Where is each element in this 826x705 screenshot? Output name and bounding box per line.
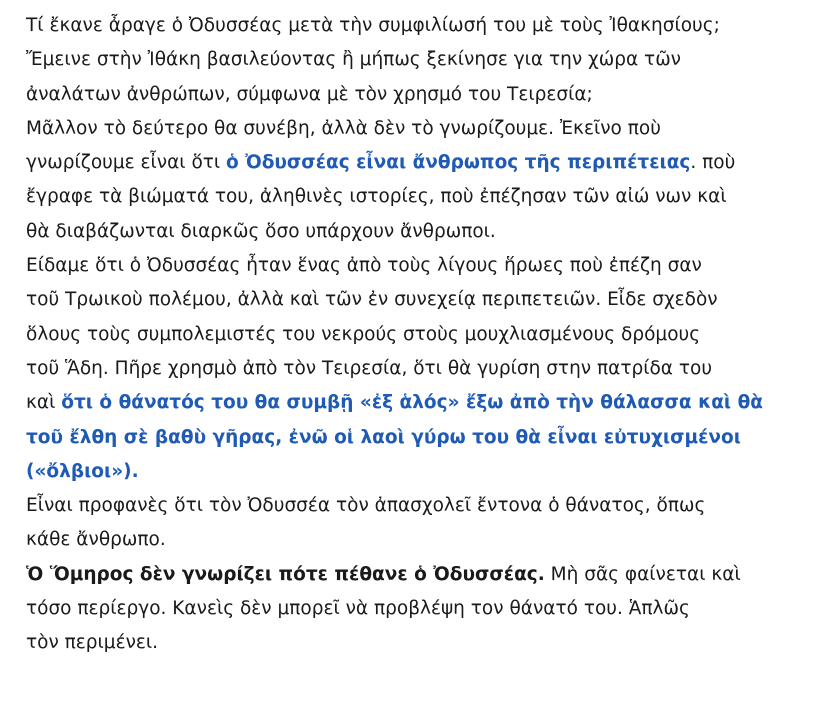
text-line <box>26 592 816 626</box>
text-line <box>26 78 816 112</box>
text-line <box>26 215 816 249</box>
text-line <box>26 43 816 77</box>
text-segment: γνωρίζουμε εἶναι ὅτι <box>26 152 227 174</box>
text-line <box>26 283 816 317</box>
text-segment: ἀναλάτων ἀνθρώπων, σύμφωνα μὲ τὸν χρησμό του Τειρεσία; <box>26 83 593 105</box>
text-segment: τοῦ Ἅδη. Πῆρε χρησμὸ ἀπὸ τὸν Τειρεσία, ὅτι θὰ γυρίση στην πατρίδα του <box>26 357 713 379</box>
text-line <box>26 421 816 455</box>
text-line <box>26 489 816 523</box>
highlighted-text: («ὄλβιοι»). <box>26 460 139 482</box>
text-line <box>26 180 816 214</box>
text-segment: . ποὺ <box>690 152 736 174</box>
text-segment: Εἶναι προφανὲς ὅτι τὸν Ὀδυσσέα τὸν ἀπασχολεῖ ἔντονα ὁ θάνατος, ὅπως <box>26 495 706 517</box>
text-segment: ἔγραφε τὰ βιώματά του, ἀληθινὲς ιστορίες, ποὺ ἐπέζησαν τῶν αἰώ νων καὶ <box>26 186 727 208</box>
text-line <box>26 112 816 146</box>
highlighted-text: ὁ Ὀδυσσέας εἶναι ἄνθρωπος τῆς περιπέτειας <box>226 152 691 174</box>
highlighted-text: ὅτι ὁ θάνατός του θα συμβῇ «ἐξ ἁλός» ἔξω ἀπὸ τὴν θάλασσα καὶ θὰ <box>61 392 763 414</box>
bold-text: Ὁ Ὅμηρος δὲν γνωρίζει πότε πέθανε ὁ Ὀδυσσέας. <box>26 563 545 585</box>
text-segment: τὸν περιμένει. <box>26 632 159 654</box>
text-line <box>26 352 816 386</box>
text-segment: Τί ἔκανε ἆραγε ὁ Ὀδυσσέας μετὰ τὴν συμφιλίωσή του μὲ τοὺς Ἰθακησίους; <box>26 15 720 36</box>
text-line <box>26 626 816 660</box>
text-segment: Είδαμε ὅτι ὁ Ὀδυσσέας ἦταν ἕνας ἀπὸ τοὺς λίγους ἥρωες ποὺ ἐπέζη σαν <box>26 255 702 277</box>
highlighted-text: τοῦ ἔλθη σὲ βαθὺ γῆρας, ἐνῶ οἱ λαοὶ γύρω του θὰ εἶναι εὐτυχισμένοι <box>26 426 741 448</box>
text-line <box>26 249 816 283</box>
text-segment: τόσο περίεργο. Κανεὶς δὲν μπορεῖ νὰ προβλέψη τον θάνατό του. Ἁπλῶς <box>26 598 690 620</box>
text-line <box>26 146 816 180</box>
text-line <box>26 386 816 420</box>
text-segment: Ἔμεινε στὴν Ἰθάκη βασιλεύοντας ἢ μήπως ξεκίνησε για την χώρα τῶν <box>26 49 682 71</box>
text-segment: θὰ διαβάζωνται διαρκῶς ὅσο υπάρχουν ἄνθρωποι. <box>26 220 496 242</box>
text-segment: Μὴ σᾶς φαίνεται καὶ <box>544 563 741 585</box>
text-line <box>26 455 816 489</box>
text-segment: κάθε ἄνθρωπο. <box>26 529 166 551</box>
text-segment: τοῦ Τρωικοὺ πολέμου, ἀλλὰ καὶ τῶν ἐν συνεχείᾳ περιπετειῶν. Εἶδε σχεδὸν <box>26 289 718 311</box>
text-segment: ὅλους τοὺς συμπολεμιστές του νεκρούς στοὺς μουχλιασμένους δρόμους <box>26 323 701 345</box>
text-line <box>26 558 816 592</box>
text-line <box>26 523 816 557</box>
text-segment: καὶ <box>26 392 62 414</box>
text-line <box>26 318 816 352</box>
document-text <box>26 9 816 661</box>
text-segment: Μᾶλλον τὸ δεύτερο θα συνέβη, ἀλλὰ δὲν τὸ γνωρίζουμε. Ἐκεῖνο ποὺ <box>26 117 661 139</box>
text-line <box>26 9 816 43</box>
